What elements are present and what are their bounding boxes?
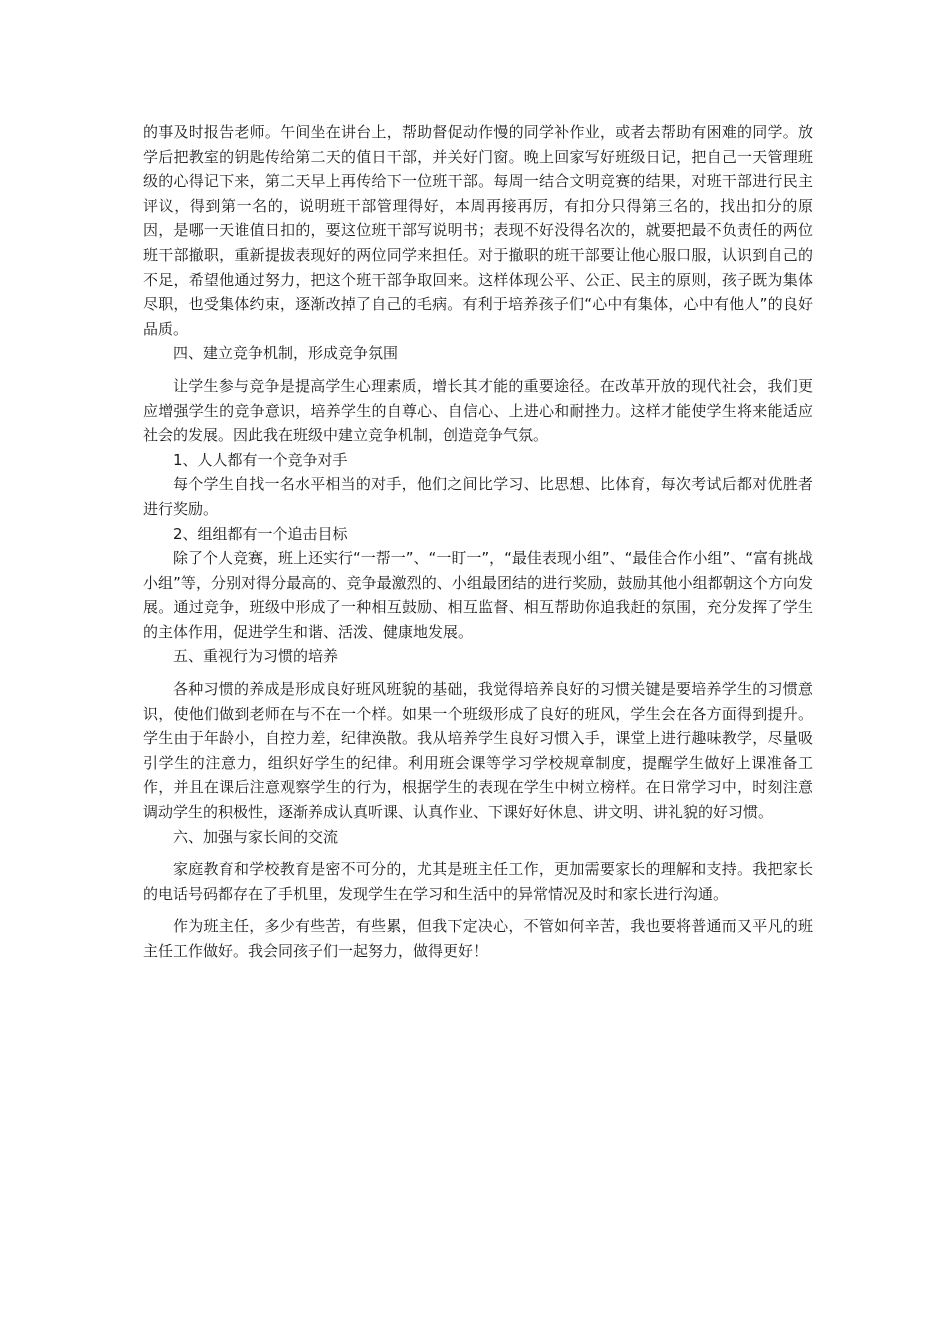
paragraph-habits: 各种习惯的养成是形成良好班风班貌的基础，我觉得培养良好的习惯关键是要培养学生的习惯意识，使他们做到老师在与不在一个样。如果一个班级形成了良好的班风，学生会在各方面得到提升。学生由于年龄小，自控力差，纪律涣散。我从培养学生良好习惯入手，课堂上进行趣味教学，尽量吸引学生的注意力，组织好学生的纪律。利用班会课等学习学校规章制度，提醒学生做好上课准备工作，并且在课后注意观察学生的行为，根据学生的表现在学生中树立榜样。在日常学习中，时刻注意调动学生的积极性，逐渐养成认真听课、认真作业、下课好好休息、讲文明、讲礼貌的好习惯。 [143, 680, 813, 822]
paragraph-group-competition: 除了个人竞赛，班上还实行“一帮一”、“一盯一”，“最佳表现小组”、“最佳合作小组”、“富有挑战小组”等，分别对得分最高的、竞争最激烈的、小组最团结的进行奖励，鼓励其他小组都朝这个方向发展。通过竞争，班级中形成了一种相互鼓励、相互监督、相互帮助你追我赶的氛围，充分发挥了学生的主体作用，促进学生和谐、活泼、健康地发展。 [143, 549, 813, 641]
paragraph-parent-communication: 家庭教育和学校教育是密不可分的，尤其是班主任工作，更加需要家长的理解和支持。我把家长的电话号码都存在了手机里，发现学生在学习和生活中的异常情况及时和家长进行沟通。 [143, 860, 813, 903]
paragraph-competition-intro: 让学生参与竞争是提高学生心理素质，增长其才能的重要途径。在改革开放的现代社会，我们更应增强学生的竞争意识，培养学生的自尊心、自信心、上进心和耐挫力。这样才能使学生将来能适应社会的发展。因此我在班级中建立竞争机制，创造竞争气氛。 [143, 376, 813, 445]
paragraph-class-cadre-duties: 的事及时报告老师。午间坐在讲台上，帮助督促动作慢的同学补作业，或者去帮助有困难的同学。放学后把教室的钥匙传给第二天的值日干部，并关好门窗。晚上回家写好班级日记，把自己一天管理班级的心得记下来，第二天早上再传给下一位班干部。每周一结合文明竞赛的结果，对班干部进行民主评议，得到第一名的，说明班干部管理得好，本周再接再厉，有扣分只得第三名的，找出扣分的原因，是哪一天谁值日扣的，要这位班干部写说明书；表现不好没得名次的，就要把最不负责任的两位班干部撤职，重新提拔表现好的两位同学来担任。对于撤职的班干部要让他心服口服，认识到自己的不足，希望他通过努力，把这个班干部争取回来。这样体现公平、公正、民主的原则，孩子既为集体尽职，也受集体约束，逐渐改掉了自己的毛病。有利于培养孩子们“心中有集体，心中有他人”的良好品质。 [143, 123, 813, 338]
subheading-1: 1、人人都有一个竞争对手 [173, 450, 348, 469]
document-page [143, 120, 813, 964]
subheading-2: 2、组组都有一个追击目标 [173, 524, 348, 543]
section-heading-4: 四、建立竞争机制，形成竞争氛围 [173, 344, 399, 363]
section-heading-5: 五、重视行为习惯的培养 [173, 647, 339, 666]
paragraph-individual-competition: 每个学生自找一名水平相当的对手，他们之间比学习、比思想、比体育，每次考试后都对优胜者进行奖励。 [143, 475, 813, 518]
paragraph-conclusion: 作为班主任，多少有些苦，有些累，但我下定决心，不管如何辛苦，我也要将普通而又平凡的班主任工作做好。我会同孩子们一起努力，做得更好！ [143, 917, 813, 960]
section-heading-6: 六、加强与家长间的交流 [173, 827, 339, 846]
